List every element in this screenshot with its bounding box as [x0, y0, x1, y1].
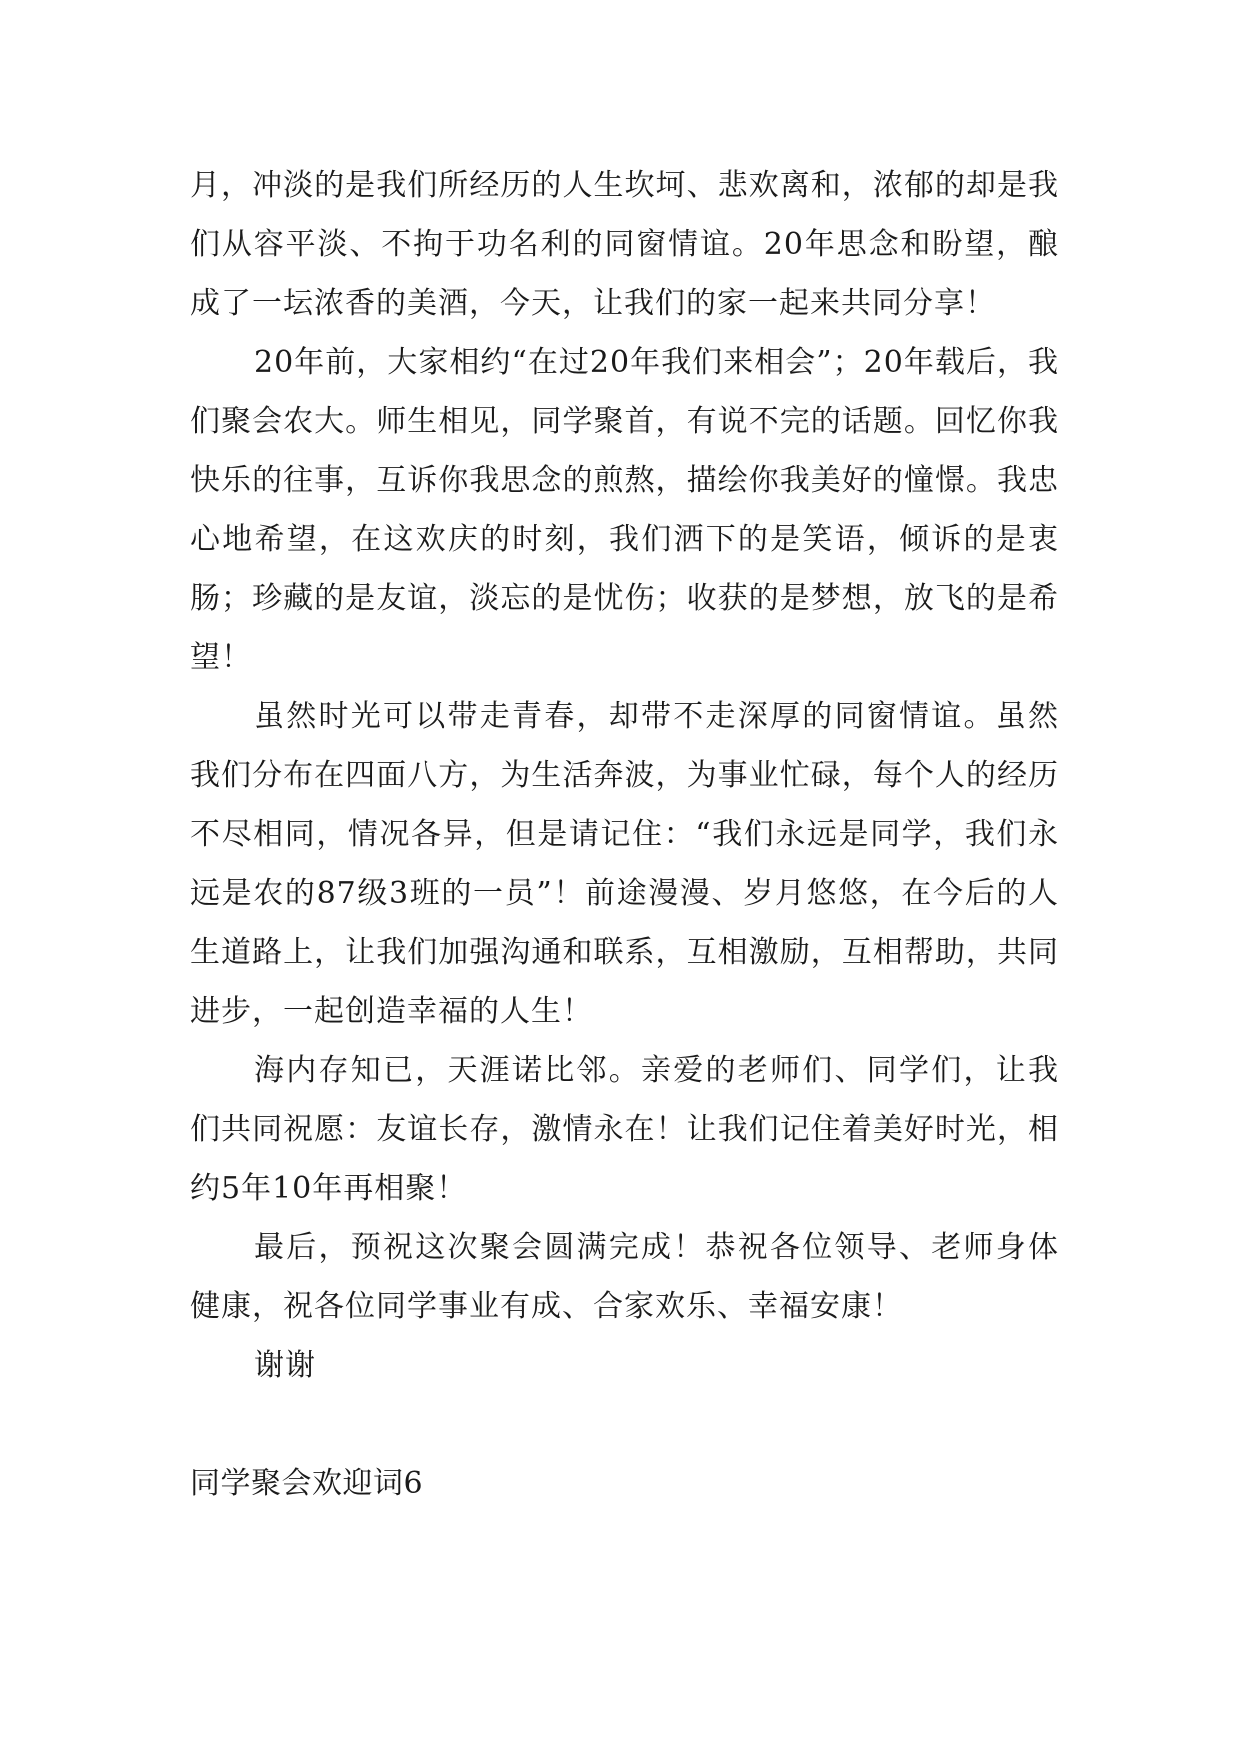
- document-body: [190, 156, 1059, 1513]
- blank-line: [190, 1395, 1059, 1454]
- paragraph-continued: 月，冲淡的是我们所经历的人生坎坷、悲欢离和，浓郁的却是我们从容平淡、不拘于功名利的同窗情谊。20年思念和盼望，酿成了一坛浓香的美酒，今天，让我们的家一起来共同分享！: [190, 168, 1059, 321]
- paragraph-wishes: 海内存知已，天涯诺比邻。亲爱的老师们、同学们，让我们共同祝愿：友谊长存，激情永在！让我们记住着美好时光，相约5年10年再相聚！: [190, 1053, 1059, 1206]
- paragraph-friendship: 虽然时光可以带走青春，却带不走深厚的同窗情谊。虽然我们分布在四面八方，为生活奔波，为事业忙碌，每个人的经历不尽相同，情况各异，但是请记住：“我们永远是同学，我们永远是农的87级3班的一员”！前途漫漫、岁月悠悠，在今后的人生道路上，让我们加强沟通和联系，互相激励，互相帮助，共同进步，一起创造幸福的人生！: [190, 699, 1059, 1029]
- paragraph-thanks: 谢谢: [254, 1348, 316, 1383]
- paragraph-closing: 最后，预祝这次聚会圆满完成！恭祝各位领导、老师身体健康，祝各位同学事业有成、合家欢乐、幸福安康！: [190, 1230, 1059, 1324]
- section-heading: 同学聚会欢迎词6: [190, 1466, 424, 1501]
- paragraph-reunion: 20年前，大家相约“在过20年我们来相会”；20年载后，我们聚会农大。师生相见，同学聚首，有说不完的话题。回忆你我快乐的往事，互诉你我思念的煎熬，描绘你我美好的憧憬。我忠心地希望，在这欢庆的时刻，我们洒下的是笑语，倾诉的是衷肠；珍藏的是友谊，淡忘的是忧伤；收获的是梦想，放飞的是希望！: [190, 345, 1059, 675]
